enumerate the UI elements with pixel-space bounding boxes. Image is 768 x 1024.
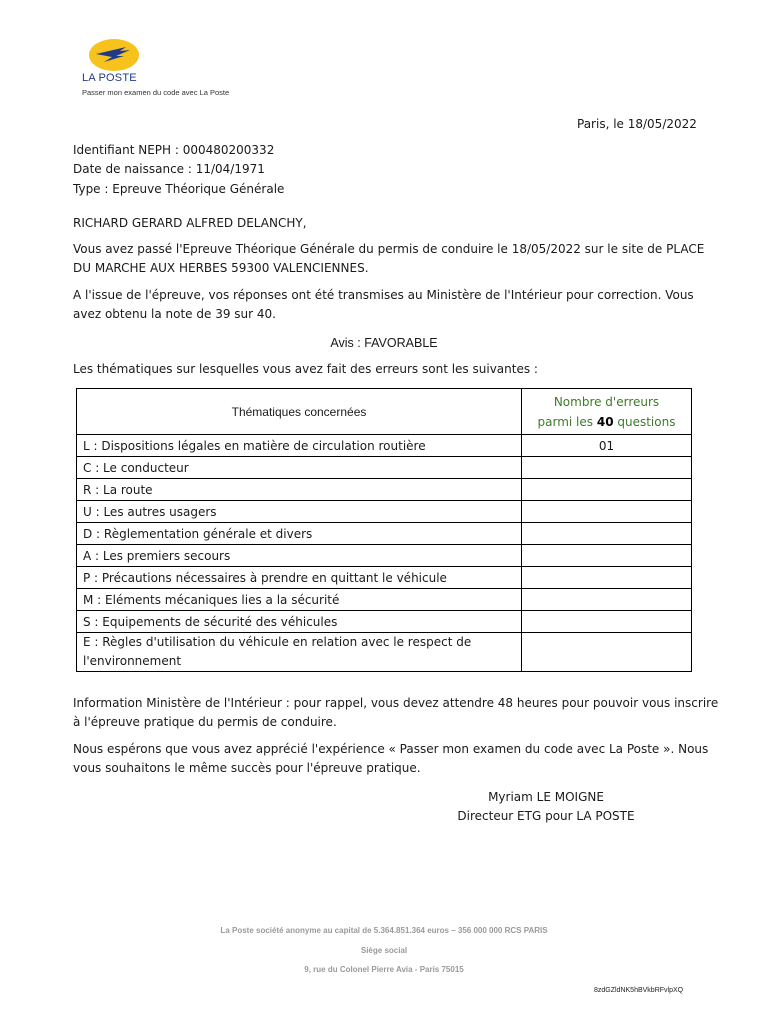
header-error-count-line1: Nombre d'erreurs: [553, 394, 660, 409]
theme-label-line1: E : Règles d'utilisation du véhicule en relation avec le respect de: [83, 635, 472, 649]
info-line1: Information Ministère de l'Intérieur : pour rappel, vous devez attendre 48 heures pour pouvoir vous inscrire: [73, 696, 719, 710]
verdict: Avis : FAVORABLE: [330, 336, 438, 350]
exam-paragraph-line2: DU MARCHE AUX HERBES 59300 VALENCIENNES.: [73, 261, 369, 275]
table-row: [77, 567, 692, 589]
closing-paragraph: [73, 740, 709, 778]
signatory-name: Myriam LE MOIGNE: [488, 790, 604, 804]
closing-line2: vous souhaitons le même succès pour l'épreuve pratique.: [73, 761, 421, 775]
theme-errors: [522, 545, 692, 567]
theme-errors: [522, 589, 692, 611]
birth-date: Date de naissance : 11/04/1971: [73, 162, 265, 176]
table-row: [77, 633, 692, 672]
logo-name: LA POSTE: [82, 72, 137, 84]
header-themes: Thématiques concernées: [77, 389, 522, 435]
theme-label: C : Le conducteur: [77, 457, 522, 479]
result-paragraph-line1: A l'issue de l'épreuve, vos réponses ont été transmises au Ministère de l'Intérieur pour correction. Vous: [73, 288, 694, 302]
theme-label: R : La route: [77, 479, 522, 501]
header-question-count: 40: [596, 414, 614, 429]
theme-errors: 01: [522, 435, 692, 457]
theme-errors: [522, 501, 692, 523]
signatory-title: Directeur ETG pour LA POSTE: [457, 809, 635, 823]
theme-errors: [522, 611, 692, 633]
info-line2: à l'épreuve pratique du permis de conduire.: [73, 715, 337, 729]
footer-company: La Poste société anonyme au capital de 5.364.851.364 euros – 356 000 000 RCS PARIS: [220, 926, 548, 935]
theme-errors: [522, 457, 692, 479]
theme-label-line2: l'environnement: [83, 654, 182, 668]
document-code: 8zdGZldNK5hBVkbRFvlpXQ: [594, 987, 684, 994]
exam-paragraph: [73, 240, 705, 278]
table-row: [77, 479, 692, 501]
exam-paragraph-line1: Vous avez passé l'Epreuve Théorique Générale du permis de conduire le 18/05/2022 sur le site de PLACE: [73, 242, 705, 256]
table-row: [77, 545, 692, 567]
table-row: [77, 435, 692, 457]
recipient-name: RICHARD GERARD ALFRED DELANCHY,: [73, 216, 307, 230]
la-poste-bird-icon: [86, 38, 142, 72]
theme-errors: [522, 479, 692, 501]
table-row: [77, 611, 692, 633]
theme-label: P : Précautions nécessaires à prendre en quittant le véhicule: [77, 567, 522, 589]
theme-label: S : Equipements de sécurité des véhicules: [77, 611, 522, 633]
theme-errors: [522, 523, 692, 545]
footer-address: 9, rue du Colonel Pierre Avia - Paris 75015: [304, 965, 464, 974]
theme-label: U : Les autres usagers: [77, 501, 522, 523]
theme-label: [77, 633, 522, 672]
theme-label: M : Eléments mécaniques lies a la sécurité: [77, 589, 522, 611]
table-header-row: [77, 389, 692, 435]
themes-table: [76, 388, 692, 672]
logo-tagline: Passer mon examen du code avec La Poste: [82, 88, 230, 97]
header-error-count: [522, 389, 692, 435]
theme-label: L : Dispositions légales en matière de circulation routière: [77, 435, 522, 457]
header-error-count-line2: [528, 412, 685, 432]
result-paragraph-line2: avez obtenu la note de 39 sur 40.: [73, 307, 276, 321]
header-pre: parmi les: [537, 414, 597, 429]
table-row: [77, 523, 692, 545]
table-row: [77, 501, 692, 523]
footer-hq-label: Siège social: [360, 946, 408, 955]
themes-intro: Les thématiques sur lesquelles vous avez fait des erreurs sont les suivantes :: [73, 362, 538, 376]
la-poste-logo: [82, 38, 242, 100]
info-paragraph: [73, 694, 719, 732]
place-date: Paris, le 18/05/2022: [577, 117, 697, 131]
exam-type: Type : Epreuve Théorique Générale: [73, 182, 285, 196]
theme-label: D : Règlementation générale et divers: [77, 523, 522, 545]
neph-id: Identifiant NEPH : 000480200332: [73, 143, 275, 157]
theme-errors: [522, 567, 692, 589]
theme-label: A : Les premiers secours: [77, 545, 522, 567]
table-row: [77, 589, 692, 611]
result-paragraph: [73, 286, 697, 324]
theme-errors: [522, 633, 692, 672]
closing-line1: Nous espérons que vous avez apprécié l'expérience « Passer mon examen du code avec La Poste ». Nous: [73, 742, 709, 756]
header-post: questions: [613, 414, 676, 429]
table-row: [77, 457, 692, 479]
